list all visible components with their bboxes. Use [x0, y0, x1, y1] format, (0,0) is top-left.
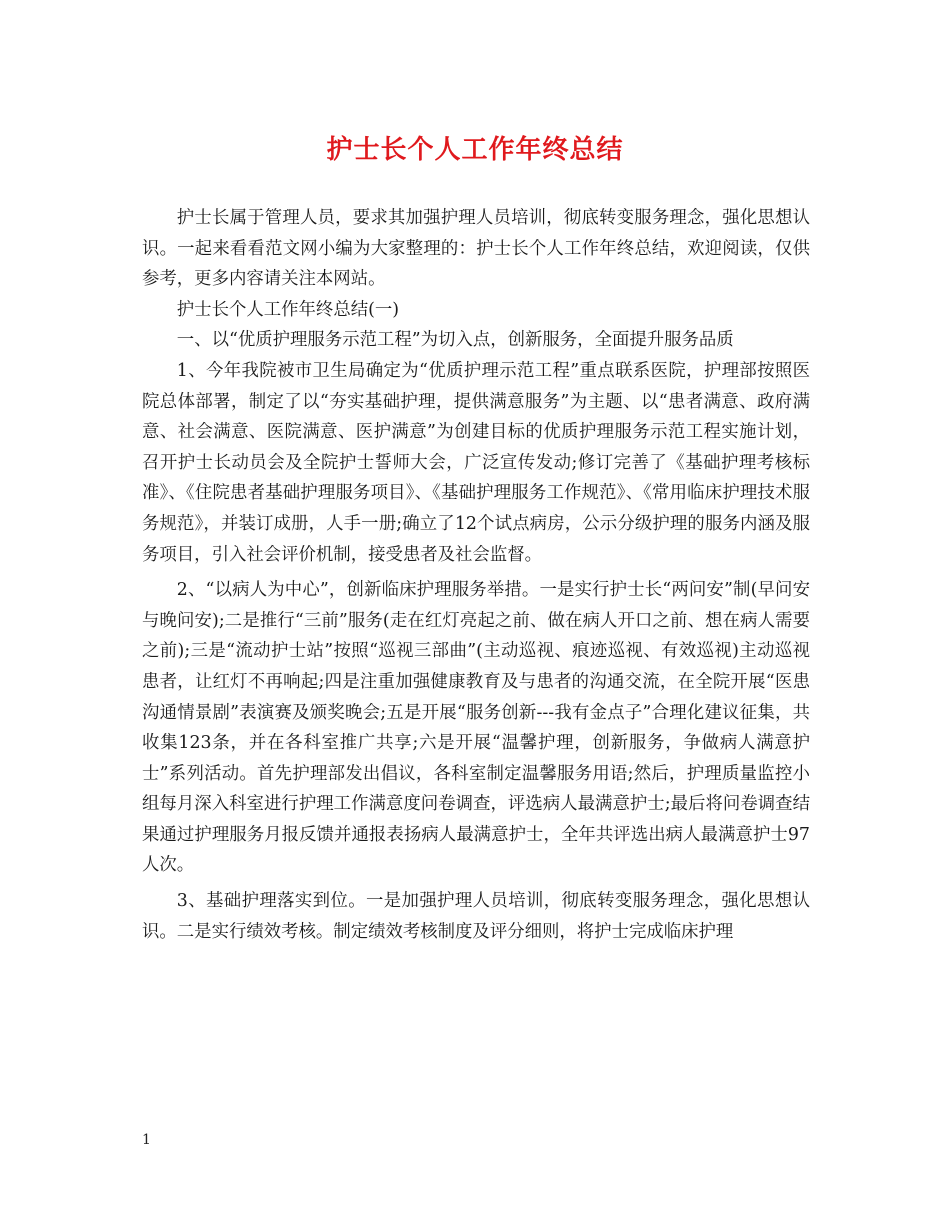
document-body — [142, 203, 810, 947]
body-paragraph: 3、基础护理落实到位。一是加强护理人员培训，彻底转变服务理念，强化思想认识。二是实行绩效考核。制定绩效考核制度及评分细则，将护士完成临床护理 — [142, 891, 810, 942]
section-heading: 护士长个人工作年终总结(一) — [176, 299, 400, 320]
body-paragraph: 2、“以病人为中心”，创新临床护理服务举措。一是实行护士长“两问安”制(早问安与晚问安);二是推行“三前”服务(走在红灯亮起之前、做在病人开口之前、想在病人需要之前);三是“流动护士站”按照“巡视三部曲”(主动巡视、痕迹巡视、有效巡视)主动巡视患者，让红灯不再响起;四是注重加强健康教育及与患者的沟通交流，在全院开展“医患沟通情景剧”表演赛及颁奖晚会;五是开展“服务创新---我有金点子”合理化建议征集，共收集123条，并在各科室推广共享;六是开展“温馨护理，创新服务，争做病人满意护士”系列活动。首先护理部发出倡议，各科室制定温馨服务用语;然后，护理质量监控小组每月深入科室进行护理工作满意度问卷调查，评选病人最满意护士;最后将问卷调查结果通过护理服务月报反馈并通报表扬病人最满意护士，全年共评选出病人最满意护士97人次。 — [142, 580, 810, 876]
subsection-heading: 一、以“优质护理服务示范工程”为切入点，创新服务，全面提升服务品质 — [176, 330, 734, 351]
page-number: 1 — [142, 1132, 151, 1148]
document-title: 护士长个人工作年终总结 — [326, 135, 624, 165]
intro-paragraph: 护士长属于管理人员，要求其加强护理人员培训，彻底转变服务理念，强化思想认识。一起来看看范文网小编为大家整理的：护士长个人工作年终总结，欢迎阅读，仅供参考，更多内容请关注本网站。 — [142, 208, 810, 290]
body-paragraph: 1、今年我院被市卫生局确定为“优质护理示范工程”重点联系医院，护理部按照医院总体部署，制定了以“夯实基础护理，提供满意服务”为主题、以“患者满意、政府满意、社会满意、医院满意、医护满意”为创建目标的优质护理服务示范工程实施计划，召开护士长动员会及全院护士誓师大会，广泛宣传发动;修订完善了《基础护理考核标准》、《住院患者基础护理服务项目》、《基础护理服务工作规范》、《常用临床护理技术服务规范》，并装订成册，人手一册;确立了12个试点病房，公示分级护理的服务内涵及服务项目，引入社会评价机制，接受患者及社会监督。 — [142, 360, 810, 565]
